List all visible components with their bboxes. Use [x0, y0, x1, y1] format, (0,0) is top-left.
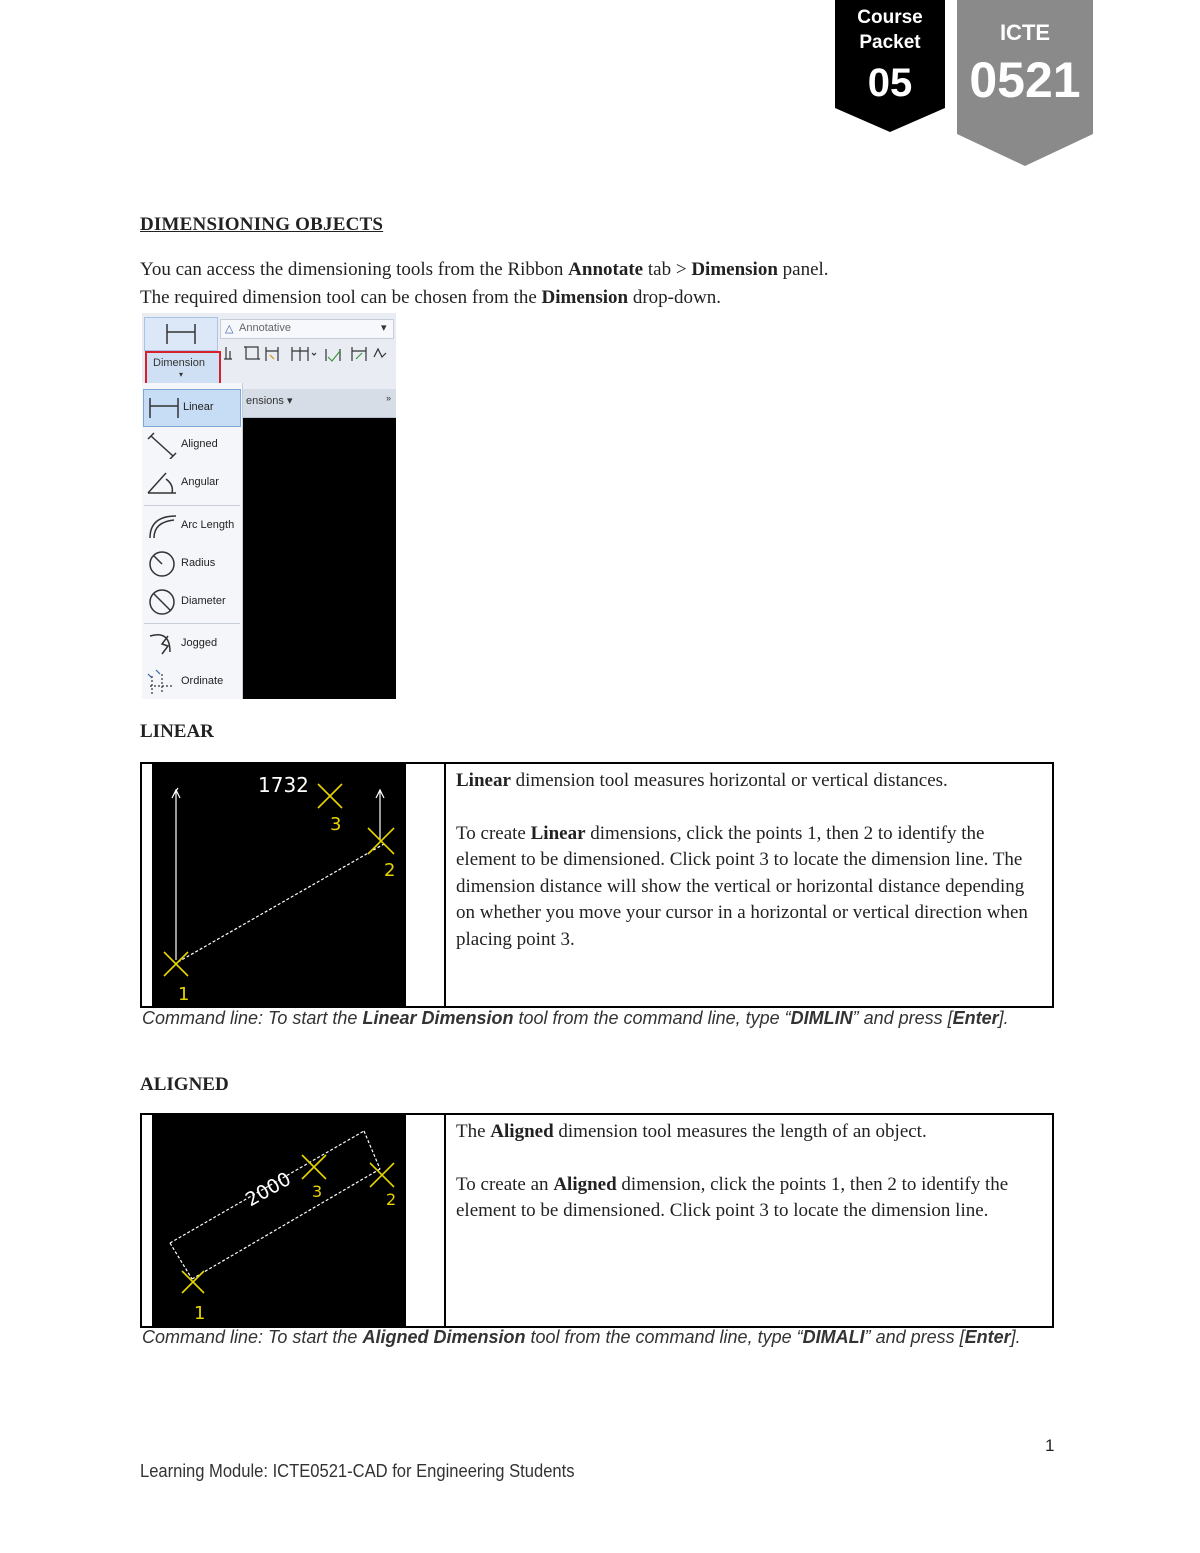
menu-item-linear[interactable] — [143, 389, 241, 427]
table-divider — [444, 764, 446, 1006]
aligned-icon — [146, 431, 178, 459]
aligned-description — [456, 1119, 1036, 1251]
angular-icon — [146, 469, 178, 497]
text: You can access the dimensioning tools from the Ribbon — [140, 259, 569, 280]
bold-text: Annotate — [568, 259, 644, 280]
menu-item-label: Linear — [183, 401, 214, 413]
text: panel. — [777, 259, 829, 280]
menu-item-aligned[interactable] — [142, 427, 242, 463]
linear-description — [456, 768, 1036, 979]
linear-heading: LINEAR — [140, 721, 214, 742]
point-3-label: 3 — [312, 1182, 323, 1201]
ribbon-screenshot — [142, 313, 396, 699]
badge-course-label: Course — [857, 7, 923, 28]
dimension-dropdown-menu — [142, 383, 243, 699]
badge-icte-label: ICTE — [999, 20, 1051, 45]
aligned-heading: ALIGNED — [140, 1074, 229, 1095]
bold-text: Aligned Dimension — [362, 1327, 526, 1347]
menu-item-arc-length[interactable] — [142, 508, 242, 544]
point-3-label: 3 — [330, 814, 342, 835]
text: dimension, click the points 1, then 2 to identify the element to be dimensioned. Click point 3 to locate the dimension line. — [456, 1173, 1009, 1221]
bold-text: Aligned — [490, 1121, 554, 1142]
menu-item-angular[interactable] — [142, 465, 242, 501]
linear-dimension-icon — [145, 318, 217, 350]
chevron-down-icon: ▾ — [179, 370, 184, 379]
linear-table — [140, 762, 1054, 1008]
jogged-icon — [146, 630, 178, 658]
bold-text: Enter — [964, 1327, 1011, 1347]
course-code-badge — [957, 0, 1093, 166]
bold-text: Dimension — [541, 287, 629, 308]
linear-icon — [148, 394, 180, 422]
bold-text: Dimension — [691, 259, 778, 280]
aligned-dimension-drawing — [152, 1115, 406, 1326]
menu-item-label: Radius — [181, 557, 216, 569]
linear-dimension-drawing — [152, 764, 406, 1006]
menu-separator — [144, 505, 240, 506]
aligned-paragraph-1 — [456, 1119, 1036, 1146]
text: tool from the command line, type “ — [525, 1327, 803, 1347]
dimension-value-text: 2000 — [241, 1168, 295, 1212]
aligned-example-image — [152, 1115, 406, 1326]
text: tab > — [643, 259, 692, 280]
dimension-style-value: Annotative — [239, 322, 291, 334]
page-footer: Learning Module: ICTE0521-CAD for Engineering Students — [140, 1461, 575, 1481]
intro-line-2 — [140, 284, 721, 312]
aligned-paragraph-2 — [456, 1172, 1036, 1225]
text: The required dimension tool can be chosen from the — [140, 287, 542, 308]
menu-item-label: Diameter — [181, 595, 226, 607]
bold-text: Aligned — [553, 1173, 617, 1195]
dimension-style-select[interactable] — [220, 319, 394, 339]
intro-line-1 — [140, 256, 829, 284]
point-2-label: 2 — [384, 860, 396, 881]
menu-item-label: Aligned — [181, 438, 218, 450]
menu-item-label: Jogged — [181, 637, 218, 649]
text: ” and press [ — [852, 1008, 953, 1028]
table-divider — [444, 1115, 446, 1326]
point-1-label: 1 — [178, 984, 190, 1005]
menu-item-ordinate[interactable] — [142, 664, 242, 699]
menu-item-label: Ordinate — [181, 675, 224, 687]
text: ” and press [ — [864, 1327, 965, 1347]
annotative-icon: △ — [225, 323, 234, 335]
point-2-label: 2 — [386, 1190, 397, 1209]
aligned-command-note — [142, 1325, 1042, 1350]
diameter-icon — [146, 588, 178, 616]
badge-packet-label: Packet — [859, 32, 921, 53]
badge-packet-number: 05 — [867, 61, 913, 105]
bold-text: DIMLIN — [790, 1008, 853, 1028]
linear-paragraph-1 — [456, 768, 1036, 795]
linear-paragraph-2 — [456, 821, 1036, 954]
bold-text: Linear — [456, 770, 511, 791]
menu-item-label: Arc Length — [181, 519, 235, 531]
bold-text: Enter — [952, 1008, 999, 1028]
panel-expand-icon[interactable]: » — [386, 393, 392, 403]
menu-item-label: Angular — [181, 476, 219, 488]
arc-length-icon — [146, 512, 178, 540]
course-packet-badge — [835, 0, 945, 132]
ordinate-icon — [146, 668, 178, 696]
text: ]. — [1010, 1327, 1021, 1347]
chevron-down-icon: ▾ — [381, 322, 387, 334]
dimension-button-icon-area[interactable] — [144, 317, 218, 351]
point-1-label: 1 — [194, 1303, 206, 1324]
text: tool from the command line, type “ — [513, 1008, 791, 1028]
dimension-tools-toolbar[interactable] — [222, 343, 394, 365]
text: To create — [456, 822, 531, 844]
aligned-table — [140, 1113, 1054, 1328]
menu-item-radius[interactable] — [142, 546, 242, 582]
linear-example-image — [152, 764, 406, 1006]
menu-separator — [144, 623, 240, 624]
text: Command line: To start the — [142, 1327, 363, 1347]
dimension-button-label: Dimension — [153, 357, 205, 369]
text: To create an — [456, 1173, 554, 1195]
text: The — [456, 1121, 491, 1142]
radius-icon — [146, 550, 178, 578]
text: ]. — [998, 1008, 1009, 1028]
bold-text: DIMALI — [802, 1327, 865, 1347]
page-number: 1 — [1045, 1436, 1055, 1455]
linear-command-note — [142, 1006, 1042, 1031]
text: dimensions, click the points 1, then 2 to identify the element to be dimensioned. Click point 3 to locate the dimension line. The dimension distance will show the vertical or horizontal distance depending on whether you move your cursor in a horizontal or vertical direction when placing point 3. — [456, 822, 1028, 950]
text: dimension tool measures the length of an object. — [553, 1121, 927, 1142]
text: dimension tool measures horizontal or vertical distances. — [510, 770, 948, 791]
bold-text: Linear — [530, 822, 586, 844]
section-title: DIMENSIONING OBJECTS — [140, 214, 384, 235]
text: Command line: To start the — [142, 1008, 363, 1028]
dimension-value-text: 1732 — [258, 773, 309, 797]
menu-item-diameter[interactable] — [142, 584, 242, 620]
badge-course-number: 0521 — [969, 52, 1081, 108]
text: drop-down. — [628, 287, 721, 308]
bold-text: Linear Dimension — [362, 1008, 514, 1028]
menu-item-jogged[interactable] — [142, 626, 242, 662]
dimensions-panel-label: ensions ▾ — [246, 395, 293, 407]
